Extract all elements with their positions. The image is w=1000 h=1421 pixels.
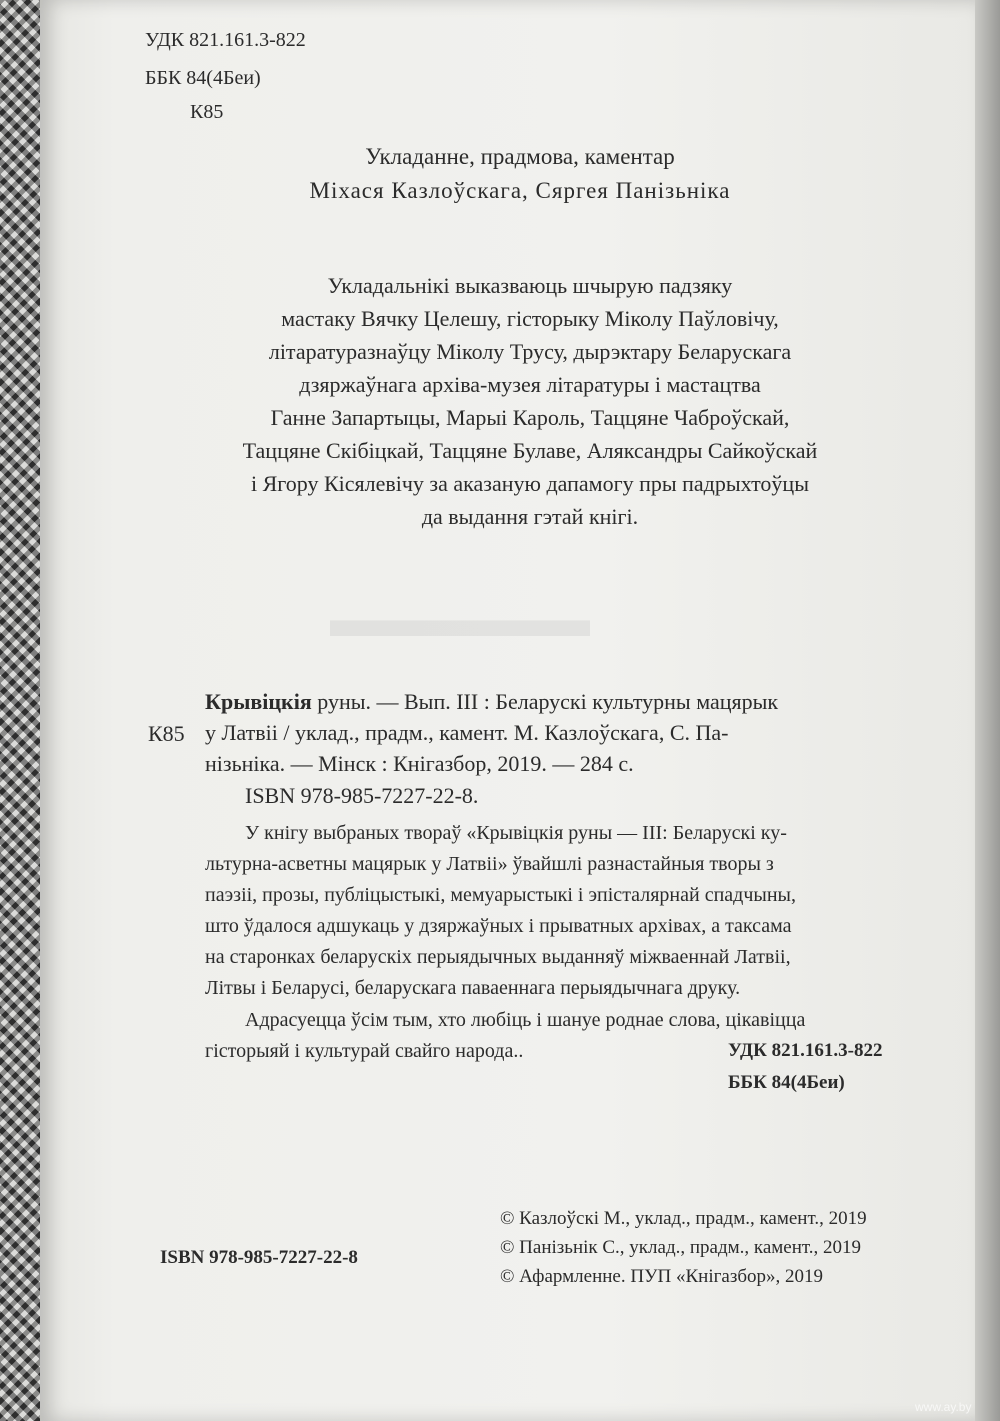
annotation-line: У кнігу выбраных твораў «Крывіцкія руны — III: Беларускі ку- xyxy=(245,822,787,844)
header-bbk: ББК 84(4Беи) xyxy=(145,67,261,89)
copyright-line: © Панізьнік С., уклад., прадм., камент., 2019 xyxy=(500,1237,862,1258)
annotation-line: што ўдалося адшукаць у дзяржаўных і прыватных архівах, а таксама xyxy=(205,915,792,937)
thanks-line: літаратуразнаўцу Міколу Трусу, дырэктару Беларускага xyxy=(268,339,792,364)
thanks-line: Укладальнікі выказваюць шчырую падзяку xyxy=(327,273,733,298)
compilers-line1: Укладанне, прадмова, каментар xyxy=(365,144,675,169)
annotation-line: Адрасуецца ўсім тым, хто любіць і шануе роднае слова, цікавіцца xyxy=(245,1009,806,1031)
thanks-line: Ганне Запартыцы, Марыі Кароль, Таццяне Чаброўскай, xyxy=(270,405,790,430)
catalog-title: Крывіцкія xyxy=(205,689,312,714)
header-code: К85 xyxy=(190,101,224,123)
footer-isbn: ISBN 978-985-7227-22-8 xyxy=(160,1247,358,1268)
catalog-isbn: ISBN 978-985-7227-22-8. xyxy=(245,783,479,808)
header-udk: УДК 821.161.3-822 xyxy=(145,29,306,51)
annotation-line: гісторыяй і культурай свайго народа.. xyxy=(205,1040,524,1062)
show-through: ▬▬▬▬▬ xyxy=(330,591,590,648)
copyright-line: © Афармленне. ПУП «Кнігазбор», 2019 xyxy=(500,1266,824,1287)
annotation-line: льтурна-асветны мацярык у Латвіі» ўвайшлі разнастайныя творы з xyxy=(205,853,774,875)
catalog-line1-rest: руны. — Вып. III : Беларускі культурны мацярык xyxy=(311,689,779,714)
thanks-line: Таццяне Скібіцкай, Таццяне Булаве, Аляксандры Сайкоўскай xyxy=(242,438,818,463)
thanks-line: да выдання гэтай кнігі. xyxy=(421,504,639,529)
copyright-line: © Казлоўскі М., уклад., прадм., камент., 2019 xyxy=(500,1208,867,1229)
thanks-line: мастаку Вячку Целешу, гісторыку Міколу Паўловічу, xyxy=(281,306,779,331)
page-edge xyxy=(975,0,1000,1421)
annotation-line: паэзіі, прозы, публіцыстыкі, мемуарыстыкі і эпісталярнай спадчыны, xyxy=(205,884,796,906)
classification-bbk: ББК 84(4Беи) xyxy=(728,1072,845,1093)
thanks-line: і Ягору Кісялевічу за аказаную дапамогу пры падрыхтоўцы xyxy=(250,471,809,496)
catalog-line1 xyxy=(205,686,778,717)
thanks-line: дзяржаўнага архіва-музея літаратуры і мастацтва xyxy=(299,372,761,397)
classification-udk: УДК 821.161.3-822 xyxy=(728,1040,883,1061)
annotation-line: Літвы і Беларусі, беларускага паваеннага перыядычнага друку. xyxy=(205,977,741,999)
catalog-line2: у Латвіі / уклад., прадм., камент. М. Казлоўскага, С. Па- xyxy=(205,720,729,745)
compilers-line2: Міхася Казлоўскага, Сяргея Панізьніка xyxy=(309,178,731,203)
catalog-line3: нізьніка. — Мінск : Кнігазбор, 2019. — 284 с. xyxy=(205,751,634,776)
annotation-line: на старонках беларускіх перыядычных выданняў міжваеннай Латвіі, xyxy=(205,946,791,968)
catalog-code: К85 xyxy=(148,721,185,746)
watermark: www.ay.by xyxy=(915,1400,972,1414)
